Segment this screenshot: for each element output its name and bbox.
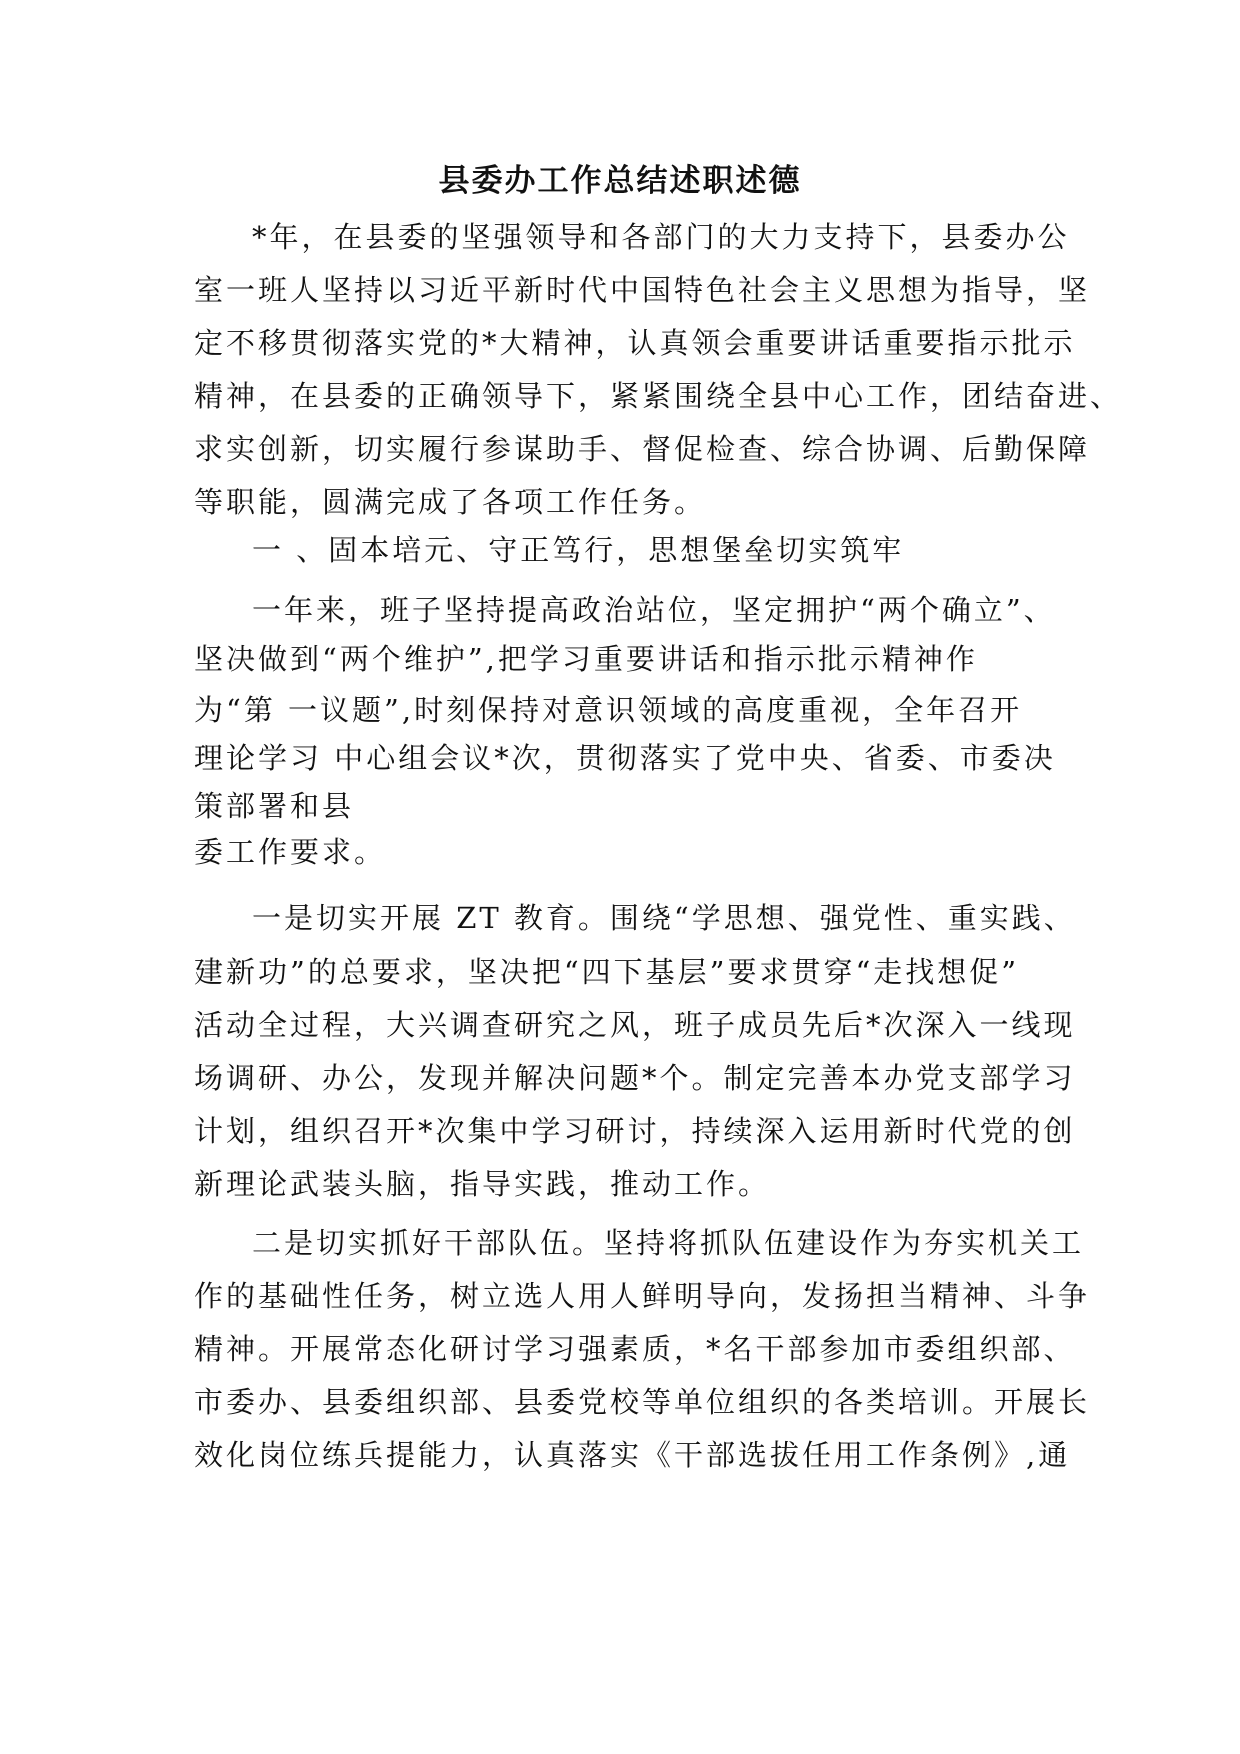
- paragraph-line: 等职能，圆满完成了各项工作任务。: [194, 485, 707, 519]
- paragraph-line: 作的基础性任务，树立选人用人鲜明导向，发扬担当精神、斗争: [194, 1279, 1091, 1313]
- paragraph-line: 室一班人坚持以习近平新时代中国特色社会主义思想为指导，坚: [194, 273, 1091, 307]
- paragraph-line: 坚决做到“两个维护”,把学习重要讲话和指示批示精神作: [194, 642, 978, 676]
- paragraph-line: 建新功”的总要求，坚决把“四下基层”要求贯穿“走找想促”: [194, 955, 1020, 989]
- paragraph-line: 委工作要求。: [194, 835, 387, 869]
- paragraph-line: 一是切实开展 ZT 教育。围绕“学思想、强党性、重实践、: [252, 901, 1076, 935]
- paragraph-line: 精神。开展常态化研讨学习强素质，*名干部参加市委组织部、: [194, 1332, 1076, 1366]
- paragraph-line: 一年来，班子坚持提高政治站位，坚定拥护“两个确立”、: [252, 593, 1056, 627]
- paragraph-line: 场调研、办公，发现并解决问题*个。制定完善本办党支部学习: [194, 1061, 1076, 1095]
- paragraph-line: 市委办、县委组织部、县委党校等单位组织的各类培训。开展长: [194, 1385, 1091, 1419]
- paragraph-line: 为“第 一议题”,时刻保持对意识领域的高度重视，全年召开: [194, 693, 1023, 727]
- paragraph-line: 二是切实抓好干部队伍。坚持将抓队伍建设作为夯实机关工: [252, 1226, 1085, 1260]
- paragraph-line: 效化岗位练兵提能力，认真落实《干部选拔任用工作条例》,通: [194, 1438, 1071, 1472]
- paragraph-line: *年，在县委的坚强领导和各部门的大力支持下，县委办公: [252, 220, 1070, 254]
- paragraph-line: 策部署和县: [194, 789, 355, 823]
- section-heading: 一 、固本培元、守正笃行，思想堡垒切实筑牢: [252, 533, 905, 567]
- paragraph-line: 定不移贯彻落实党的*大精神，认真领会重要讲话重要指示批示: [194, 326, 1076, 360]
- paragraph-line: 计划，组织召开*次集中学习研讨，持续深入运用新时代党的创: [194, 1114, 1076, 1148]
- paragraph-line: 精神，在县委的正确领导下，紧紧围绕全县中心工作，团结奋进、: [194, 379, 1123, 413]
- document-title: 县委办工作总结述职述德: [438, 163, 802, 199]
- paragraph-line: 活动全过程，大兴调查研究之风，班子成员先后*次深入一线现: [194, 1008, 1076, 1042]
- paragraph-line: 理论学习 中心组会议*次，贯彻落实了党中央、省委、市委决: [194, 741, 1056, 775]
- paragraph-line: 求实创新，切实履行参谋助手、督促检查、综合协调、后勤保障: [194, 432, 1091, 466]
- paragraph-line: 新理论武装头脑，指导实践，推动工作。: [194, 1167, 771, 1201]
